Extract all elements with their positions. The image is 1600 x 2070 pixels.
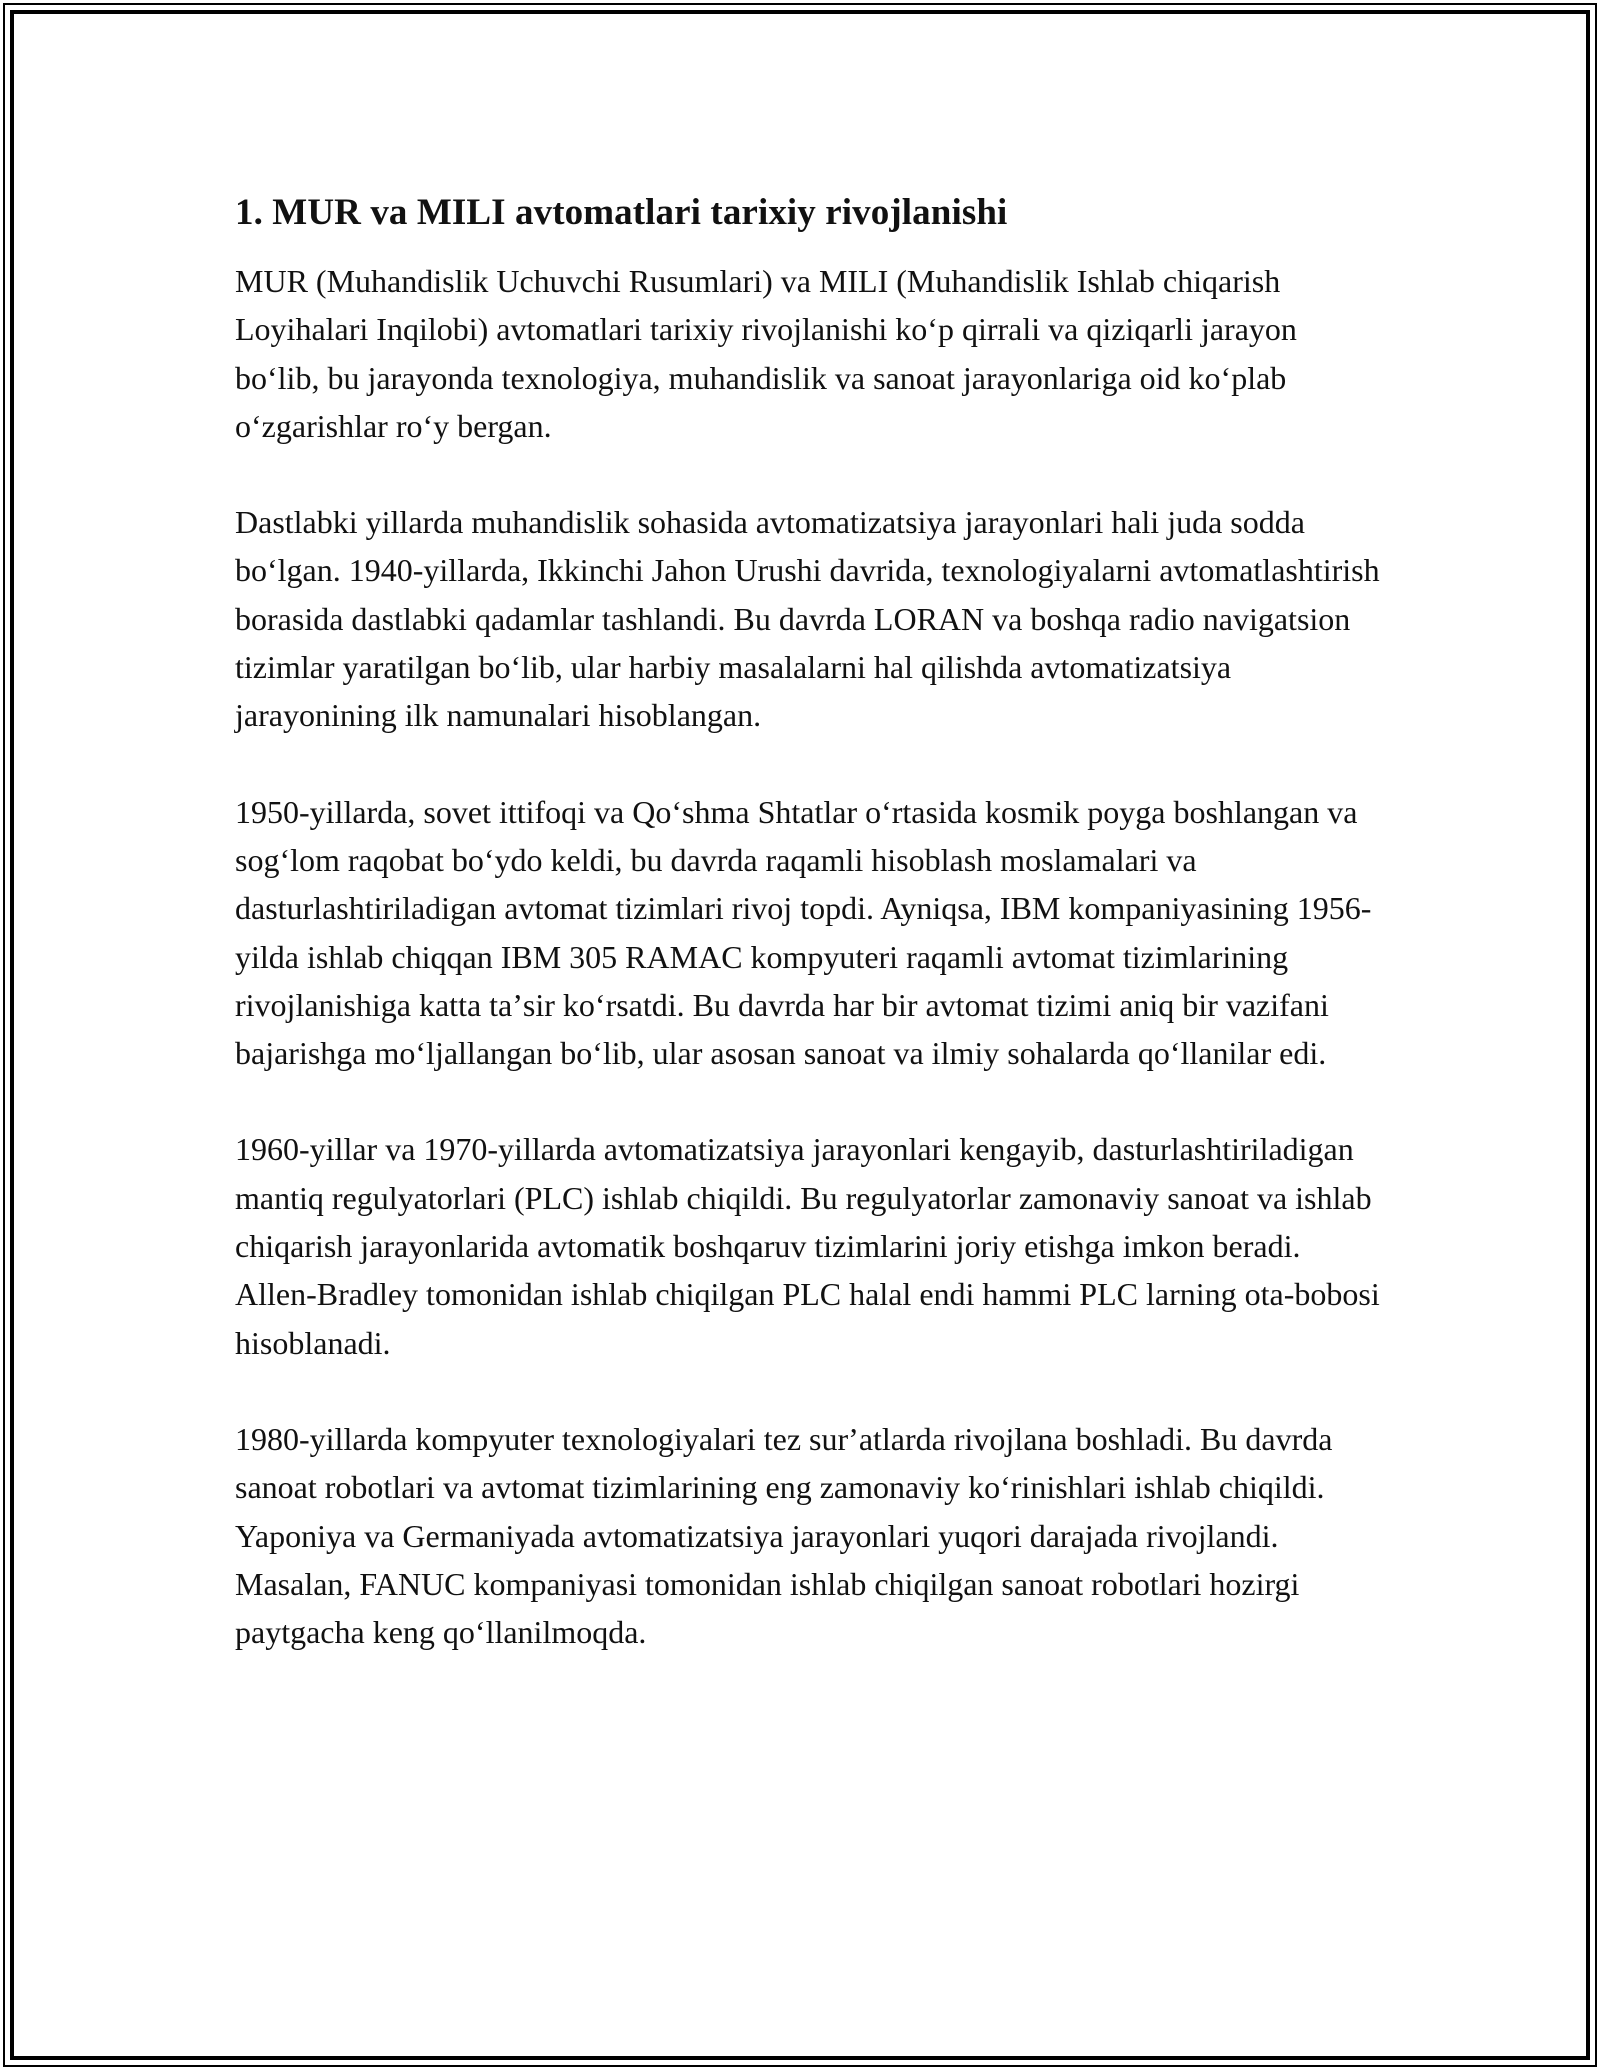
paragraph-1980s: 1980-yillarda kompyuter texnologiyalari tez surʼatlarda rivojlana boshladi. Bu davrda sanoat robotlari va avtomat tizimlarining eng zamonaviy koʻrinishlari ishlab chiqildi. Yaponiya va Germaniyada avtomatizatsiya jarayonlari yuqori darajada rivojlandi. Masalan, FANUC kompaniyasi tomonidan ishlab chiqilgan sanoat robotlari hozirgi paytgacha keng qoʻllanilmoqda. xyxy=(235,1420,1333,1651)
section-heading: 1. MUR va MILI avtomatlari tarixiy rivojlanishi xyxy=(235,192,1008,233)
paragraph-early-years: Dastlabki yillarda muhandislik sohasida avtomatizatsiya jarayonlari hali juda sodda boʻlgan. 1940-yillarda, Ikkinchi Jahon Urushi davrida, texnologiyalarni avtomatlashtirish borasida dastlabki qadamlar tashlandi. Bu davrda LORAN va boshqa radio navigatsion tizimlar yaratilgan boʻlib, ular harbiy masalalarni hal qilishda avtomatizatsiya jarayonining ilk namunalari hisoblangan. xyxy=(235,504,1380,734)
paragraph-intro: MUR (Muhandislik Uchuvchi Rusumlari) va MILI (Muhandislik Ishlab chiqarish Loyihalari Inqilobi) avtomatlari tarixiy rivojlanishi koʻp qirrali va qiziqarli jarayon boʻlib, bu jarayonda texnologiya, muhandislik va sanoat jarayonlariga oid koʻplab oʻzgarishlar roʻy bergan. xyxy=(235,263,1297,444)
document-body xyxy=(235,185,1385,1704)
paragraph-1960s-1970s: 1960-yillar va 1970-yillarda avtomatizatsiya jarayonlari kengayib, dasturlashtiriladigan mantiq regulyatorlari (PLC) ishlab chiqildi. Bu regulyatorlar zamonaviy sanoat va ishlab chiqarish jarayonlarida avtomatik boshqaruv tizimlarini joriy etishga imkon beradi. Allen-Bradley tomonidan ishlab chiqilgan PLC halal endi hammi PLC larning ota-bobosi hisoblanadi. xyxy=(235,1131,1380,1361)
paragraph-1950s: 1950-yillarda, sovet ittifoqi va Qoʻshma Shtatlar oʻrtasida kosmik poyga boshlangan va sogʻlom raqobat boʻydo keldi, bu davrda raqamli hisoblash moslamalari va dasturlashtiriladigan avtomat tizimlari rivoj topdi. Ayniqsa, IBM kompaniyasining 1956-yilda ishlab chiqqan IBM 305 RAMAC kompyuteri raqamli avtomat tizimlarining rivojlanishiga katta taʼsir koʻrsatdi. Bu davrda har bir avtomat tizimi aniq bir vazifani bajarishga moʻljallangan boʻlib, ular asosan sanoat va ilmiy sohalarda qoʻllanilar edi. xyxy=(235,793,1372,1072)
